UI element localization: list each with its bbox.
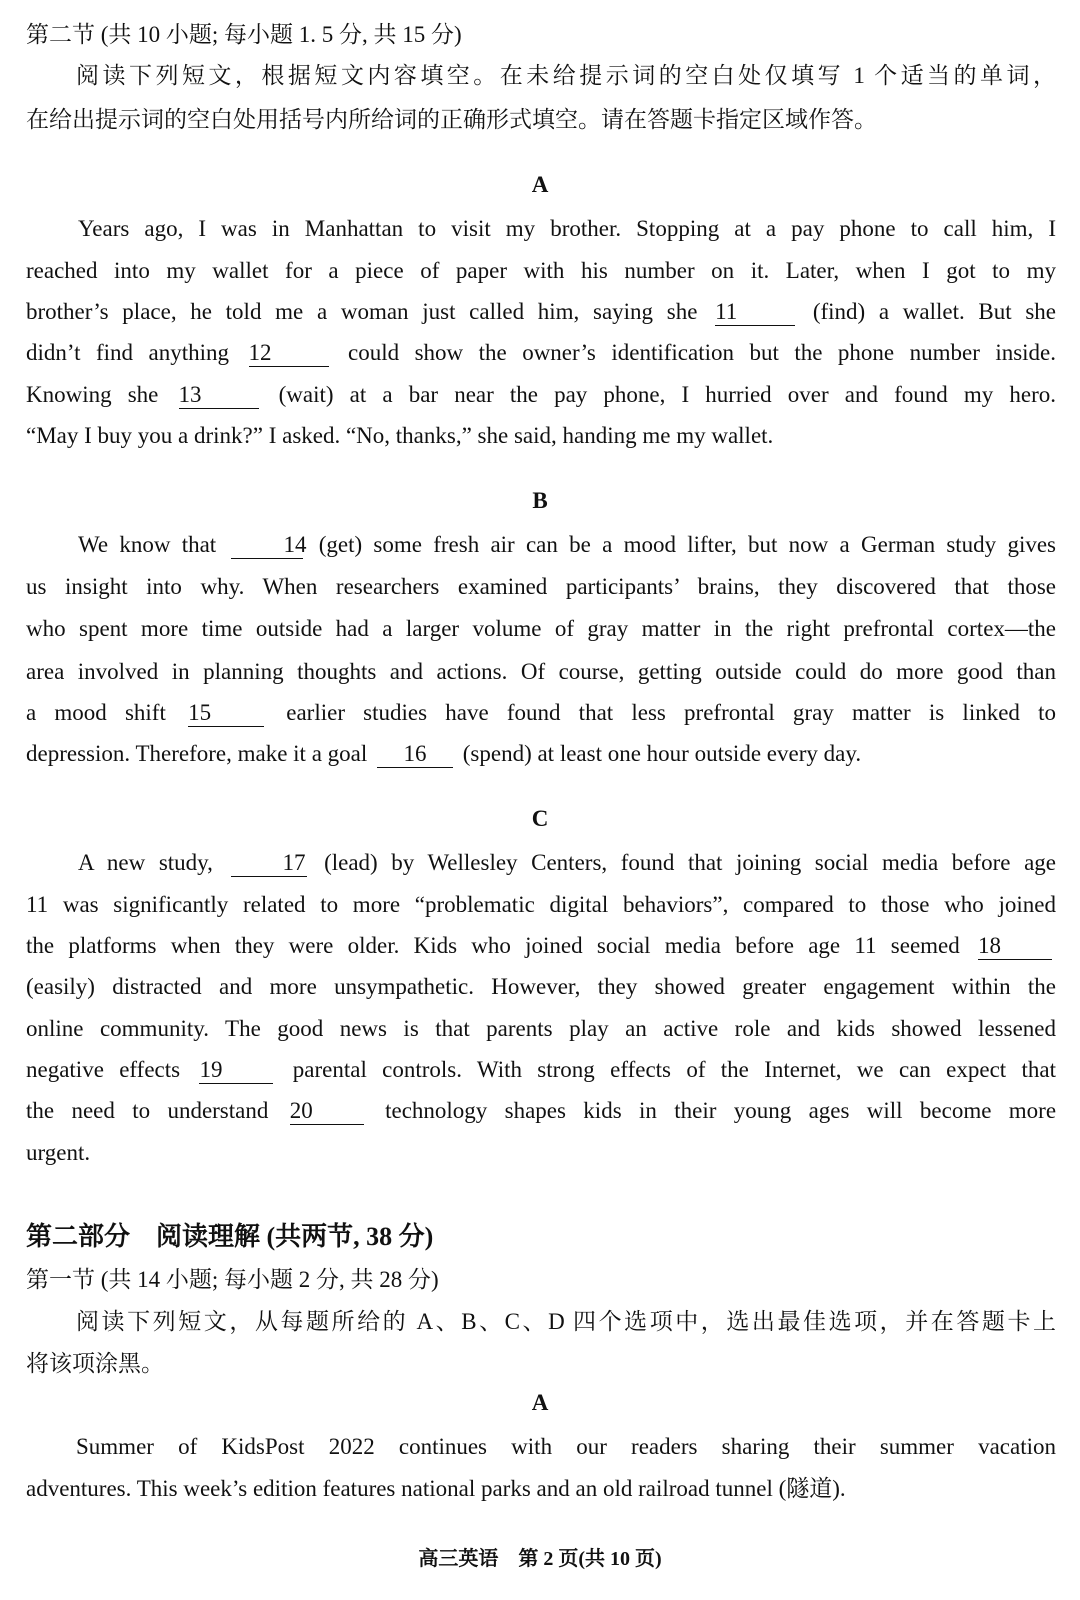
- passage-line: reached into my wallet for a piece of paper with his number on it. Later, when I got to my: [26, 258, 1056, 283]
- passage-text: (get) some fresh air can be a mood lifter, but now a German study gives: [318, 532, 1056, 557]
- passage-line: [26, 338, 1056, 368]
- passage-line: [26, 1096, 1056, 1126]
- blank-11: 11: [715, 299, 795, 326]
- instructions-line: 阅读下列短文，根据短文内容填空。在未给提示词的空白处仅填写 1 个适当的单词，: [76, 63, 1056, 88]
- section-title: 第一节 (共 14 小题; 每小题 2 分, 共 28 分): [26, 1267, 439, 1292]
- passage-text: brother’s place, he told me a woman just called him, saying she: [26, 299, 698, 324]
- passage-text: depression. Therefore, make it a goal: [26, 741, 368, 766]
- passage-letter: A: [531, 172, 549, 197]
- passage-text: a mood shift: [26, 700, 166, 725]
- passage-text: (wait) at a bar near the pay phone, I hurried over and found my hero.: [278, 382, 1057, 407]
- blank-20: 20: [290, 1098, 364, 1125]
- passage-text: negative effects: [26, 1057, 181, 1082]
- passage-text: could show the owner’s identification but the phone number inside.: [348, 340, 1057, 365]
- passage-line: adventures. This week’s edition features national parks and an old railroad tunnel (隧道).: [26, 1476, 846, 1501]
- passage-line: [26, 1055, 1056, 1085]
- passage-line: who spent more time outside had a larger volume of gray matter in the right prefrontal cortex—the: [26, 616, 1056, 641]
- blank-15: 15: [188, 700, 264, 727]
- passage-text: (spend) at least one hour outside every day.: [462, 741, 862, 766]
- passage-line: [26, 848, 1056, 878]
- passage-text: earlier studies have found that less prefrontal gray matter is linked to: [286, 700, 1056, 725]
- passage-text: didn’t find anything: [26, 340, 230, 365]
- passage-text: the platforms when they were older. Kids who joined social media before age 11 seemed: [26, 933, 960, 958]
- passage-text: parental controls. With strong effects of the Internet, we can expect that: [292, 1057, 1057, 1082]
- passage-line: “May I buy you a drink?” I asked. “No, thanks,” she said, handing me my wallet.: [26, 423, 774, 448]
- part-title: 第二部分 阅读理解 (共两节, 38 分): [26, 1222, 434, 1251]
- passage-text: (lead) by Wellesley Centers, found that joining social media before age: [324, 850, 1056, 875]
- passage-line: [26, 698, 1056, 728]
- passage-line: [26, 297, 1056, 327]
- blank-12: 12: [249, 340, 329, 367]
- page-footer: 高三英语 第 2 页(共 10 页): [418, 1548, 662, 1570]
- section-title: 第二节 (共 10 小题; 每小题 1. 5 分, 共 15 分): [26, 22, 462, 47]
- passage-text: Knowing she: [26, 382, 159, 407]
- passage-text: (find) a wallet. But she: [812, 299, 1057, 324]
- passage-text: technology shapes kids in their young ages will become more: [385, 1098, 1057, 1123]
- passage-line: [26, 931, 1056, 961]
- passage-text: A new study,: [78, 850, 213, 875]
- passage-letter: C: [531, 806, 549, 831]
- passage-text: the need to understand: [26, 1098, 269, 1123]
- passage-letter: A: [531, 1390, 549, 1415]
- passage-line: 11 was significantly related to more “problematic digital behaviors”, compared to those who joined: [26, 892, 1056, 917]
- passage-line: Summer of KidsPost 2022 continues with our readers sharing their summer vacation: [76, 1434, 1056, 1459]
- instructions-line: 在给出提示词的空白处用括号内所给词的正确形式填空。请在答题卡指定区域作答。: [26, 107, 877, 132]
- passage-line: online community. The good news is that parents play an active role and kids showed lessened: [26, 1016, 1056, 1041]
- passage-line: us insight into why. When researchers examined participants’ brains, they discovered that those: [26, 574, 1056, 599]
- passage-letter: B: [532, 488, 548, 513]
- instructions-line: 阅读下列短文，从每题所给的 A、B、C、D 四个选项中，选出最佳选项，并在答题卡上: [76, 1309, 1056, 1334]
- blank-18: 18: [978, 933, 1052, 960]
- passage-text: We know that: [78, 532, 217, 557]
- blank-16: 16: [377, 741, 453, 768]
- blank-17: 17: [231, 850, 307, 877]
- passage-line: Years ago, I was in Manhattan to visit my brother. Stopping at a pay phone to call him, I: [78, 216, 1056, 241]
- passage-line: [26, 739, 861, 769]
- passage-line: urgent.: [26, 1140, 91, 1165]
- passage-line: [26, 380, 1056, 410]
- blank-14: 14: [231, 532, 303, 559]
- passage-line: (easily) distracted and more unsympathetic. However, they showed greater engagement within the: [26, 974, 1056, 999]
- blank-13: 13: [179, 382, 259, 409]
- blank-19: 19: [199, 1057, 273, 1084]
- passage-line: [26, 530, 1056, 560]
- instructions-line: 将该项涂黑。: [26, 1351, 164, 1376]
- passage-line: area involved in planning thoughts and actions. Of course, getting outside could do more good than: [26, 659, 1056, 684]
